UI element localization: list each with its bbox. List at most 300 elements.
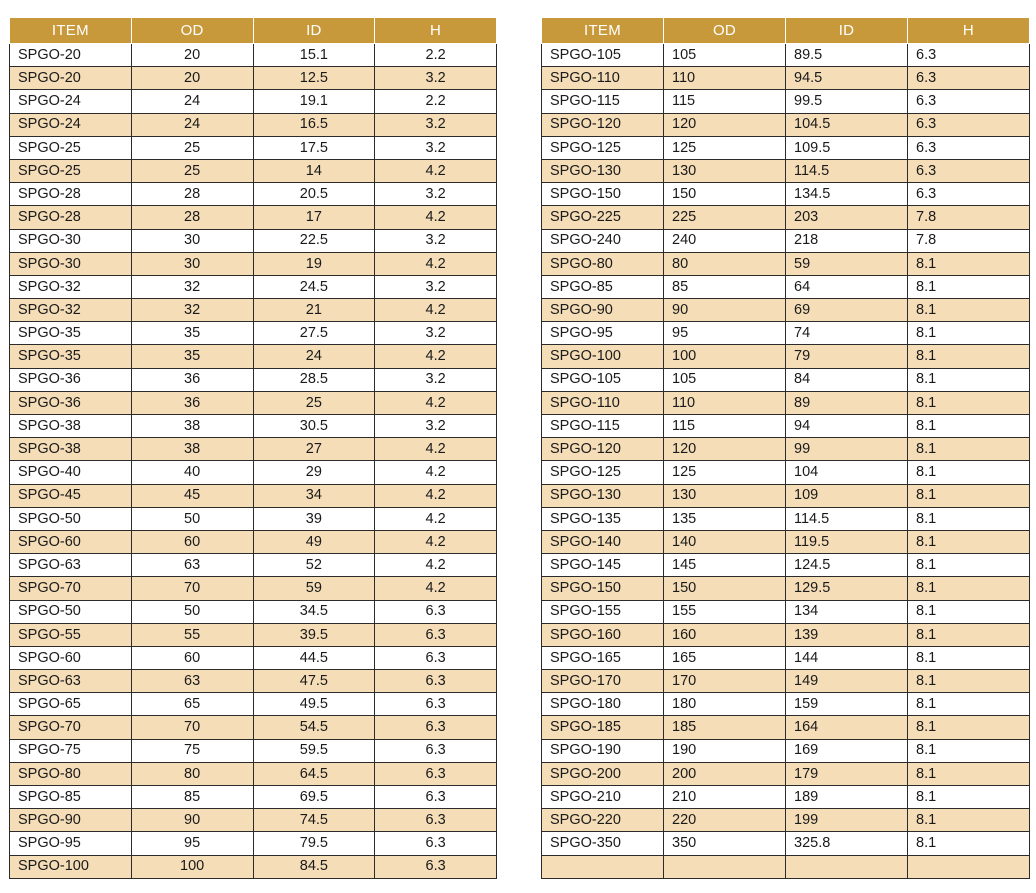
table-row [542,252,1030,275]
cell-id: 21 [253,299,375,322]
table-row [10,554,497,577]
cell-h: 6.3 [375,832,497,855]
cell-item: SPGO-160 [542,623,664,646]
cell-id: 179 [786,762,908,785]
cell-od: 130 [664,159,786,182]
cell-id: 20.5 [253,183,375,206]
table-row [542,345,1030,368]
cell-h: 4.2 [375,577,497,600]
table-row [10,739,497,762]
cell-item: SPGO-20 [10,67,132,90]
right-header-id: ID [786,18,908,44]
cell-od: 105 [664,44,786,67]
cell-od: 85 [131,786,253,809]
cell-item: SPGO-130 [542,484,664,507]
cell-item: SPGO-200 [542,762,664,785]
cell-h: 3.2 [375,229,497,252]
cell-h: 6.3 [375,716,497,739]
cell-od: 36 [131,368,253,391]
cell-item: SPGO-55 [10,623,132,646]
table-row [542,415,1030,438]
cell-item: SPGO-125 [542,461,664,484]
cell-id: 14 [253,159,375,182]
table-row [10,693,497,716]
cell-h: 6.3 [375,693,497,716]
cell-item: SPGO-95 [10,832,132,855]
cell-item: SPGO-80 [10,762,132,785]
cell-od: 95 [131,832,253,855]
cell-h: 8.1 [908,322,1030,345]
cell-item: SPGO-150 [542,577,664,600]
table-row [542,90,1030,113]
cell-od: 90 [131,809,253,832]
cell-id: 27 [253,438,375,461]
cell-h: 8.1 [908,646,1030,669]
cell-h: 6.3 [375,855,497,878]
cell-item: SPGO-70 [10,716,132,739]
cell-h: 4.2 [375,299,497,322]
cell-od: 20 [131,67,253,90]
table-row [542,530,1030,553]
cell-od: 105 [664,368,786,391]
cell-id: 149 [786,670,908,693]
table-row [10,577,497,600]
cell-h: 8.1 [908,762,1030,785]
table-row [542,832,1030,855]
cell-item: SPGO-145 [542,554,664,577]
cell-h: 3.2 [375,415,497,438]
cell-item: SPGO-38 [10,415,132,438]
cell-od: 85 [664,275,786,298]
right-spec-table [541,17,1030,879]
right-header-item: ITEM [542,18,664,44]
cell-item: SPGO-60 [10,646,132,669]
table-row [10,623,497,646]
cell-od: 140 [664,530,786,553]
cell-od: 150 [664,183,786,206]
cell-id: 69 [786,299,908,322]
cell-od: 30 [131,252,253,275]
cell-id: 22.5 [253,229,375,252]
cell-od: 120 [664,438,786,461]
table-row [10,229,497,252]
cell-item: SPGO-220 [542,809,664,832]
table-row [542,136,1030,159]
cell-od: 32 [131,299,253,322]
table-row [10,646,497,669]
cell-h: 4.2 [375,438,497,461]
cell-item: SPGO-20 [10,44,132,67]
table-row [542,368,1030,391]
cell-h: 4.2 [375,554,497,577]
cell-h: 6.3 [375,786,497,809]
table-row [542,206,1030,229]
cell-item: SPGO-32 [10,275,132,298]
cell-h: 8.1 [908,786,1030,809]
cell-od: 75 [131,739,253,762]
cell-item: SPGO-90 [542,299,664,322]
cell-item: SPGO-24 [10,90,132,113]
left-header-od: OD [131,18,253,44]
cell-id: 114.5 [786,507,908,530]
cell-od: 35 [131,322,253,345]
cell-od: 120 [664,113,786,136]
table-row [542,461,1030,484]
cell-od: 45 [131,484,253,507]
cell-item: SPGO-65 [10,693,132,716]
cell-od: 38 [131,415,253,438]
cell-item: SPGO-100 [10,855,132,878]
cell-id: 109.5 [786,136,908,159]
table-row [542,67,1030,90]
cell-item: SPGO-75 [10,739,132,762]
cell-h: 4.2 [375,484,497,507]
cell-h: 6.3 [375,739,497,762]
table-row [542,275,1030,298]
cell-od: 150 [664,577,786,600]
cell-id: 94 [786,415,908,438]
cell-h: 8.1 [908,507,1030,530]
cell-item: SPGO-70 [10,577,132,600]
cell-od: 185 [664,716,786,739]
cell-id: 109 [786,484,908,507]
cell-item: SPGO-63 [10,554,132,577]
cell-id: 104.5 [786,113,908,136]
cell-id: 144 [786,646,908,669]
table-row [10,461,497,484]
cell-h: 8.1 [908,577,1030,600]
table-row [542,183,1030,206]
cell-item: SPGO-25 [10,136,132,159]
cell-od: 80 [664,252,786,275]
table-row [542,716,1030,739]
cell-id: 24.5 [253,275,375,298]
cell-id: 99 [786,438,908,461]
table-row [542,786,1030,809]
table-row [542,554,1030,577]
cell-h: 4.2 [375,530,497,553]
cell-id: 54.5 [253,716,375,739]
cell-h: 3.2 [375,67,497,90]
cell-id: 47.5 [253,670,375,693]
cell-od [664,855,786,878]
cell-h: 6.3 [908,136,1030,159]
cell-id: 325.8 [786,832,908,855]
cell-item: SPGO-30 [10,229,132,252]
table-row [10,716,497,739]
cell-od: 170 [664,670,786,693]
cell-h: 8.1 [908,832,1030,855]
cell-h: 6.3 [908,90,1030,113]
cell-item: SPGO-28 [10,183,132,206]
cell-item: SPGO-180 [542,693,664,716]
table-row [542,159,1030,182]
cell-id: 34.5 [253,600,375,623]
cell-id: 16.5 [253,113,375,136]
cell-od: 25 [131,159,253,182]
cell-od: 240 [664,229,786,252]
cell-item: SPGO-36 [10,368,132,391]
cell-h: 4.2 [375,345,497,368]
cell-id: 164 [786,716,908,739]
cell-od: 63 [131,670,253,693]
cell-od: 24 [131,90,253,113]
cell-id: 169 [786,739,908,762]
cell-id: 139 [786,623,908,646]
cell-h: 6.3 [908,44,1030,67]
table-row [10,368,497,391]
cell-id: 39.5 [253,623,375,646]
cell-id: 25 [253,391,375,414]
cell-od: 220 [664,809,786,832]
cell-od: 63 [131,554,253,577]
cell-id: 134.5 [786,183,908,206]
table-row [10,206,497,229]
cell-item: SPGO-130 [542,159,664,182]
cell-h: 8.1 [908,554,1030,577]
cell-item: SPGO-210 [542,786,664,809]
cell-od: 70 [131,716,253,739]
cell-od: 110 [664,391,786,414]
cell-id: 159 [786,693,908,716]
cell-od: 225 [664,206,786,229]
table-row [10,44,497,67]
cell-h: 4.2 [375,391,497,414]
cell-id: 79.5 [253,832,375,855]
table-row [10,600,497,623]
cell-h: 2.2 [375,90,497,113]
cell-od: 180 [664,693,786,716]
table-row [542,693,1030,716]
cell-od: 100 [664,345,786,368]
cell-id: 34 [253,484,375,507]
cell-od: 65 [131,693,253,716]
left-header-row [10,18,497,44]
table-row [10,345,497,368]
cell-id: 114.5 [786,159,908,182]
cell-od: 40 [131,461,253,484]
table-row [10,507,497,530]
table-row [10,90,497,113]
cell-od: 115 [664,415,786,438]
cell-id: 19.1 [253,90,375,113]
cell-item: SPGO-50 [10,600,132,623]
cell-h: 6.3 [375,623,497,646]
cell-od: 155 [664,600,786,623]
table-row [542,762,1030,785]
table-row [542,438,1030,461]
cell-id: 119.5 [786,530,908,553]
cell-od: 25 [131,136,253,159]
cell-h: 4.2 [375,159,497,182]
cell-id: 104 [786,461,908,484]
table-row [542,484,1030,507]
cell-item: SPGO-38 [10,438,132,461]
table-row [542,507,1030,530]
left-header-item: ITEM [10,18,132,44]
table-row [10,322,497,345]
cell-id: 84 [786,368,908,391]
cell-item: SPGO-90 [10,809,132,832]
table-row [542,670,1030,693]
cell-id: 29 [253,461,375,484]
table-row [10,391,497,414]
cell-od: 115 [664,90,786,113]
table-row [10,438,497,461]
cell-id: 199 [786,809,908,832]
cell-h: 8.1 [908,670,1030,693]
cell-id: 30.5 [253,415,375,438]
cell-id: 59.5 [253,739,375,762]
cell-item: SPGO-120 [542,113,664,136]
cell-item: SPGO-135 [542,507,664,530]
right-header-od: OD [664,18,786,44]
cell-h: 3.2 [375,183,497,206]
cell-item: SPGO-95 [542,322,664,345]
cell-id: 74.5 [253,809,375,832]
table-row [10,275,497,298]
cell-item: SPGO-30 [10,252,132,275]
cell-id [786,855,908,878]
cell-od: 24 [131,113,253,136]
cell-item: SPGO-35 [10,322,132,345]
cell-h: 8.1 [908,809,1030,832]
cell-item: SPGO-125 [542,136,664,159]
right-table-body [542,44,1030,879]
cell-id: 189 [786,786,908,809]
cell-h: 7.8 [908,229,1030,252]
cell-h: 6.3 [908,183,1030,206]
cell-item [542,855,664,878]
table-row [10,484,497,507]
cell-id: 89.5 [786,44,908,67]
table-row [10,252,497,275]
table-row [10,113,497,136]
table-row [542,113,1030,136]
cell-id: 24 [253,345,375,368]
cell-od: 135 [664,507,786,530]
cell-item: SPGO-115 [542,90,664,113]
cell-od: 36 [131,391,253,414]
cell-od: 100 [131,855,253,878]
cell-h: 8.1 [908,623,1030,646]
cell-od: 125 [664,136,786,159]
cell-od: 35 [131,345,253,368]
cell-id: 27.5 [253,322,375,345]
cell-h: 7.8 [908,206,1030,229]
cell-h: 4.2 [375,206,497,229]
cell-od: 200 [664,762,786,785]
table-row [542,600,1030,623]
cell-od: 160 [664,623,786,646]
cell-h: 8.1 [908,368,1030,391]
cell-item: SPGO-165 [542,646,664,669]
cell-item: SPGO-110 [542,67,664,90]
cell-h: 8.1 [908,275,1030,298]
cell-id: 124.5 [786,554,908,577]
left-header-h: H [375,18,497,44]
cell-od: 32 [131,275,253,298]
cell-h: 8.1 [908,345,1030,368]
table-row [542,44,1030,67]
cell-item: SPGO-32 [10,299,132,322]
cell-item: SPGO-150 [542,183,664,206]
table-row [10,183,497,206]
cell-item: SPGO-25 [10,159,132,182]
cell-od: 60 [131,646,253,669]
cell-h: 6.3 [375,600,497,623]
cell-id: 89 [786,391,908,414]
cell-id: 84.5 [253,855,375,878]
cell-item: SPGO-115 [542,415,664,438]
cell-id: 15.1 [253,44,375,67]
cell-h: 8.1 [908,391,1030,414]
cell-item: SPGO-155 [542,600,664,623]
cell-id: 64 [786,275,908,298]
cell-od: 38 [131,438,253,461]
cell-h: 3.2 [375,275,497,298]
cell-id: 28.5 [253,368,375,391]
cell-h: 6.3 [375,809,497,832]
cell-id: 39 [253,507,375,530]
cell-item: SPGO-28 [10,206,132,229]
cell-h: 3.2 [375,136,497,159]
cell-item: SPGO-120 [542,438,664,461]
cell-id: 218 [786,229,908,252]
cell-item: SPGO-80 [542,252,664,275]
cell-od: 145 [664,554,786,577]
cell-h: 8.1 [908,252,1030,275]
table-row [10,415,497,438]
cell-h: 8.1 [908,438,1030,461]
cell-item: SPGO-240 [542,229,664,252]
cell-h: 6.3 [375,670,497,693]
cell-item: SPGO-170 [542,670,664,693]
right-header-row [542,18,1030,44]
cell-od: 70 [131,577,253,600]
cell-h: 6.3 [375,646,497,669]
cell-od: 20 [131,44,253,67]
cell-item: SPGO-140 [542,530,664,553]
cell-item: SPGO-63 [10,670,132,693]
cell-h: 6.3 [908,159,1030,182]
table-row [542,322,1030,345]
cell-h [908,855,1030,878]
cell-item: SPGO-85 [10,786,132,809]
cell-id: 19 [253,252,375,275]
cell-h: 8.1 [908,716,1030,739]
cell-od: 110 [664,67,786,90]
cell-item: SPGO-40 [10,461,132,484]
cell-item: SPGO-350 [542,832,664,855]
left-spec-table [9,17,497,879]
cell-id: 134 [786,600,908,623]
cell-item: SPGO-105 [542,44,664,67]
cell-od: 190 [664,739,786,762]
table-row [10,786,497,809]
cell-h: 3.2 [375,368,497,391]
cell-h: 6.3 [908,67,1030,90]
cell-id: 12.5 [253,67,375,90]
cell-id: 94.5 [786,67,908,90]
cell-item: SPGO-85 [542,275,664,298]
cell-od: 28 [131,183,253,206]
left-header-id: ID [253,18,375,44]
cell-h: 8.1 [908,415,1030,438]
cell-od: 350 [664,832,786,855]
cell-h: 8.1 [908,739,1030,762]
table-row [542,739,1030,762]
